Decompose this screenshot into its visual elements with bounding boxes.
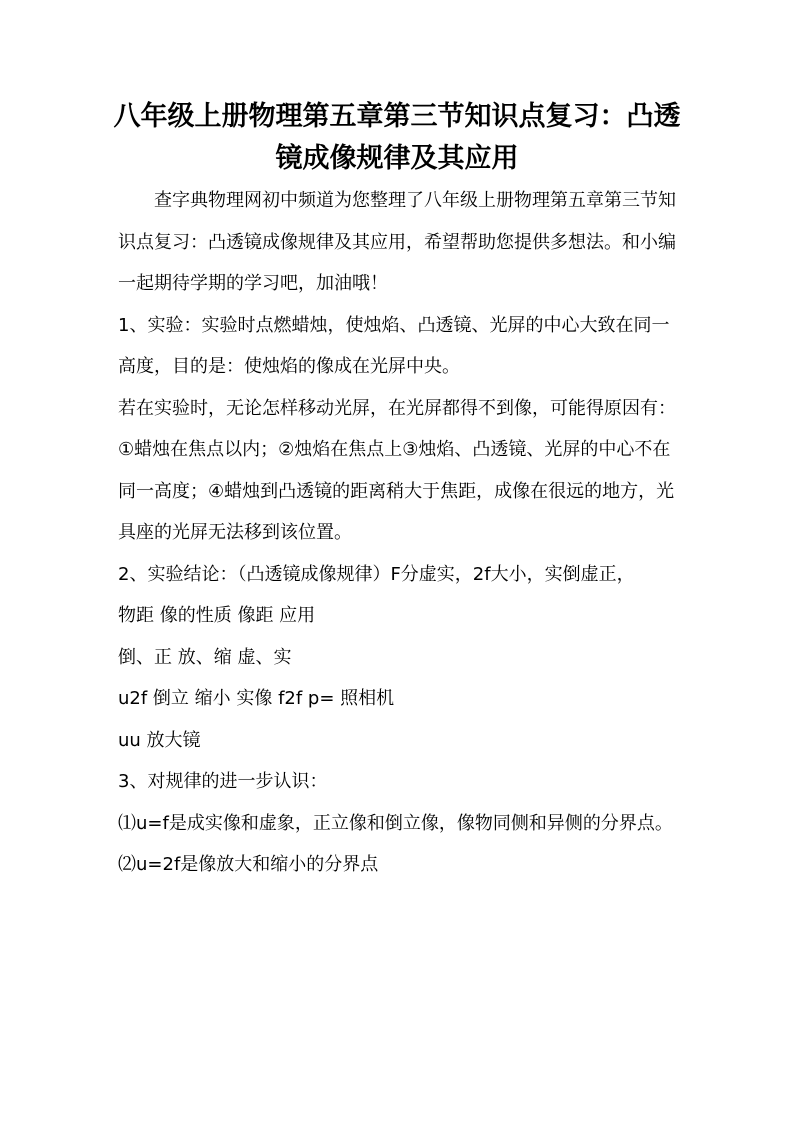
table-row-line: u2f 倒立 缩小 实像 f2f p= 照相机 [118, 688, 395, 709]
conclusion-paragraph: 2、实验结论：（凸透镜成像规律）F分虚实，2f大小，实倒虚正， [118, 563, 635, 585]
document-title: 八年级上册物理第五章第三节知识点复习：凸透镜成像规律及其应用 [113, 101, 681, 174]
table-row-line: uu 放大镜 [118, 729, 201, 751]
rule-item-1: ⑴u=f是成实像和虚象，正立像和倒立像，像物同侧和异侧的分界点。 [118, 812, 673, 834]
table-header-line: 物距 像的性质 像距 应用 [118, 605, 316, 626]
document-body [118, 180, 678, 886]
experiment-paragraph: 1、实验：实验时点燃蜡烛，使烛焰、凸透镜、光屏的中心大致在同一高度，目的是：使烛焰的像成在光屏中央。 [118, 314, 670, 377]
table-subheader-line: 倒、正 放、缩 虚、实 [118, 646, 292, 668]
further-understanding-heading: 3、对规律的进一步认识： [118, 771, 328, 792]
rule-item-2: ⑵u=2f是像放大和缩小的分界点 [118, 854, 379, 875]
intro-paragraph: 查字典物理网初中频道为您整理了八年级上册物理第五章第三节知识点复习：凸透镜成像规律及其应用，希望帮助您提供多想法。和小编一起期待学期的学习吧，加油哦！ [118, 190, 676, 294]
failure-reasons-paragraph: 若在实验时，无论怎样移动光屏，在光屏都得不到像，可能得原因有：①蜡烛在焦点以内；②烛焰在焦点上③烛焰、凸透镜、光屏的中心不在同一高度；④蜡烛到凸透镜的距离稍大于焦距，成像在很远的地方，光具座的光屏无法移到该位置。 [118, 397, 676, 543]
